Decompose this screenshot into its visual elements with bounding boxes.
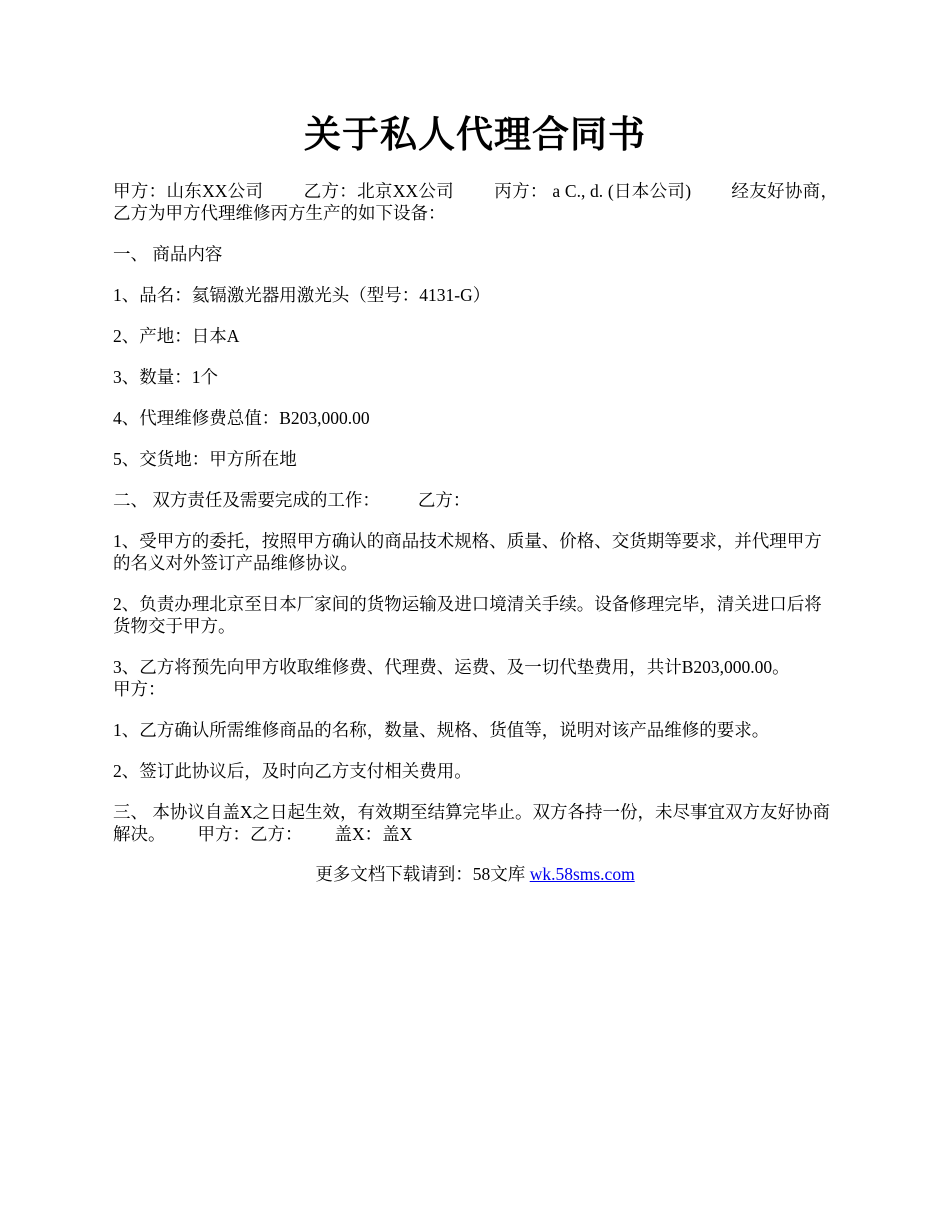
party-b-duty: 3、乙方将预先向甲方收取维修费、代理费、运费、及一切代垫费用，共计B203,000.00。 xyxy=(113,657,790,677)
section3-text: 三、 本协议自盖X之日起生效，有效期至结算完毕止。双方各持一份，未尽事宜双方友好协商解决。 xyxy=(113,802,831,844)
party-b-label: 乙方： xyxy=(417,490,471,510)
document-body xyxy=(113,180,838,864)
section2-heading: 二、 双方责任及需要完成的工作： xyxy=(113,490,380,510)
party-b-duty: 2、负责办理北京至日本厂家间的货物运输及进口境清关手续。设备修理完毕，清关进口后将货物交于甲方。 xyxy=(113,594,822,636)
section1-heading: 一、 商品内容 xyxy=(113,244,223,264)
party-a-duty: 1、乙方确认所需维修商品的名称，数量、规格、货值等，说明对该产品维修的要求。 xyxy=(113,720,770,740)
section1-item: 1、品名：氦镉激光器用激光头（型号：4131-G） xyxy=(113,285,491,305)
section1-item: 5、交货地：甲方所在地 xyxy=(113,449,297,469)
intro-text: 经友好协商，乙方为甲方代理维修丙方生产的如下设备： xyxy=(113,181,838,223)
party-c: 丙方： a C., d. (日本公司) xyxy=(493,181,692,201)
intro-paragraph xyxy=(113,180,838,224)
party-a-duty: 2、签订此协议后，及时向乙方支付相关费用。 xyxy=(113,761,472,781)
footer xyxy=(0,862,950,886)
seal-line: 盖X：盖X xyxy=(334,824,413,844)
party-b: 乙方：北京XX公司 xyxy=(303,181,454,201)
section1-item: 4、代理维修费总值：B203,000.00 xyxy=(113,408,370,428)
footer-link[interactable]: wk.58sms.com xyxy=(529,864,635,884)
party-a-label: 甲方： xyxy=(113,679,166,699)
party-a: 甲方：山东XX公司 xyxy=(113,181,264,201)
section2-heading-line xyxy=(113,489,838,511)
party-b-duty-with-label xyxy=(113,656,838,700)
footer-text: 更多文档下载请到：58文库 xyxy=(315,864,526,884)
document-title: 关于私人代理合同书 xyxy=(304,115,646,156)
section1-item: 2、产地：日本A xyxy=(113,326,240,346)
signature-parties: 甲方：乙方： xyxy=(197,824,303,844)
section1-item: 3、数量：1个 xyxy=(113,367,218,387)
section3-paragraph xyxy=(113,801,838,845)
party-b-duty: 1、受甲方的委托，按照甲方确认的商品技术规格、质量、价格、交货期等要求，并代理甲方的名义对外签订产品维修协议。 xyxy=(113,531,822,573)
